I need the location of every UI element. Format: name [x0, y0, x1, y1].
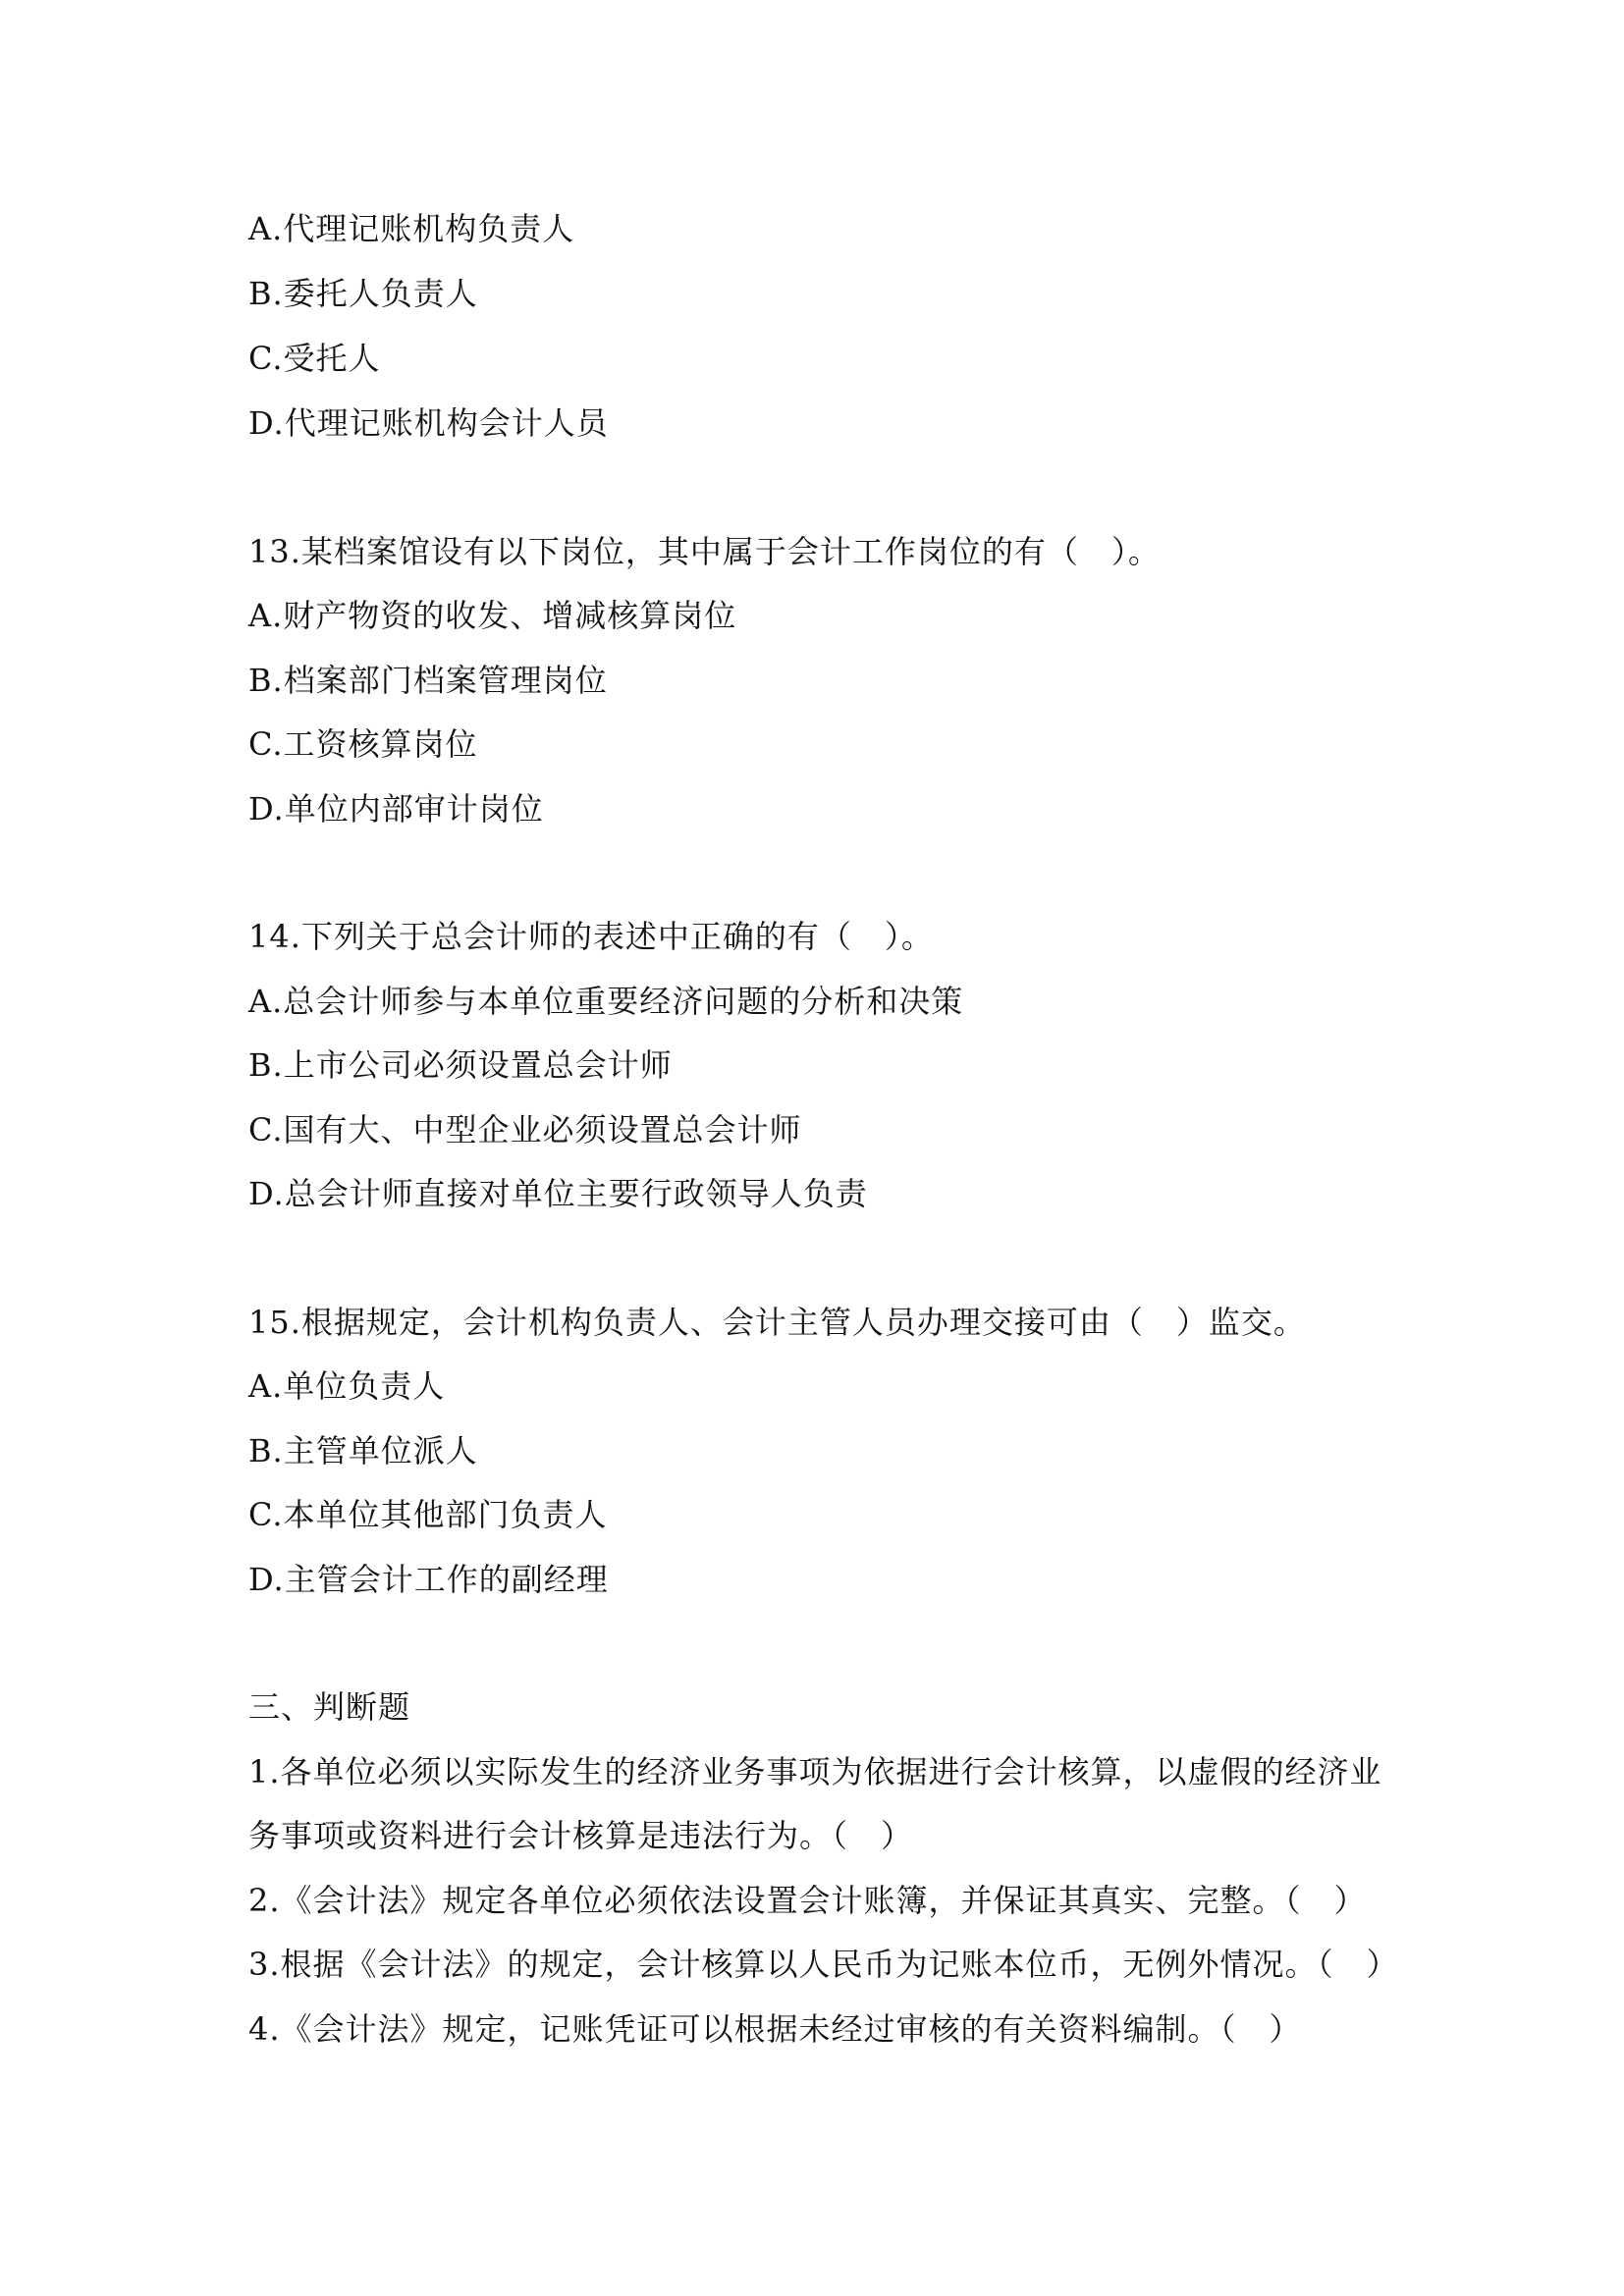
q15-option-a: A.单位负责人 [248, 1367, 446, 1405]
q14-stem: 14.下列关于总会计师的表述中正确的有（ ）。 [248, 918, 934, 955]
q13-option-b: B.档案部门档案管理岗位 [248, 662, 608, 699]
tf-item-3: 3.根据《会计法》的规定，会计核算以人民币为记账本位币，无例外情况。（ ） [248, 1946, 1399, 1983]
tf-item-1-line-1: 1.各单位必须以实际发生的经济业务事项为依据进行会计核算，以虚假的经济业 [248, 1753, 1382, 1790]
q12-option-d: D.代理记账机构会计人员 [248, 404, 609, 442]
q12-option-a: A.代理记账机构负责人 [248, 210, 575, 247]
q12-option-b: B.委托人负责人 [248, 275, 478, 312]
q13-option-a: A.财产物资的收发、增减核算岗位 [248, 597, 737, 634]
q14-option-c: C.国有大、中型企业必须设置总会计师 [248, 1111, 802, 1148]
section3-heading: 三、判断题 [248, 1688, 411, 1726]
q14-option-a: A.总会计师参与本单位重要经济问题的分析和决策 [248, 983, 964, 1020]
q15-option-c: C.本单位其他部门负责人 [248, 1496, 608, 1533]
q13-option-d: D.单位内部审计岗位 [248, 790, 544, 828]
q14-option-d: D.总会计师直接对单位主要行政领导人负责 [248, 1175, 868, 1212]
tf-item-4: 4.《会计法》规定，记账凭证可以根据未经过审核的有关资料编制。（ ） [248, 2010, 1302, 2048]
q14-option-b: B.上市公司必须设置总会计师 [248, 1046, 673, 1084]
q15-stem: 15.根据规定，会计机构负责人、会计主管人员办理交接可由（ ）监交。 [248, 1304, 1306, 1341]
q15-option-b: B.主管单位派人 [248, 1432, 478, 1469]
q13-stem: 13.某档案馆设有以下岗位，其中属于会计工作岗位的有（ ）。 [248, 533, 1161, 570]
tf-item-2: 2.《会计法》规定各单位必须依法设置会计账簿，并保证其真实、完整。（ ） [248, 1882, 1367, 1919]
tf-item-1-line-2: 务事项或资料进行会计核算是违法行为。（ ） [248, 1817, 914, 1854]
q12-option-c: C.受托人 [248, 340, 381, 377]
q15-option-d: D.主管会计工作的副经理 [248, 1561, 609, 1598]
q13-option-c: C.工资核算岗位 [248, 725, 478, 763]
